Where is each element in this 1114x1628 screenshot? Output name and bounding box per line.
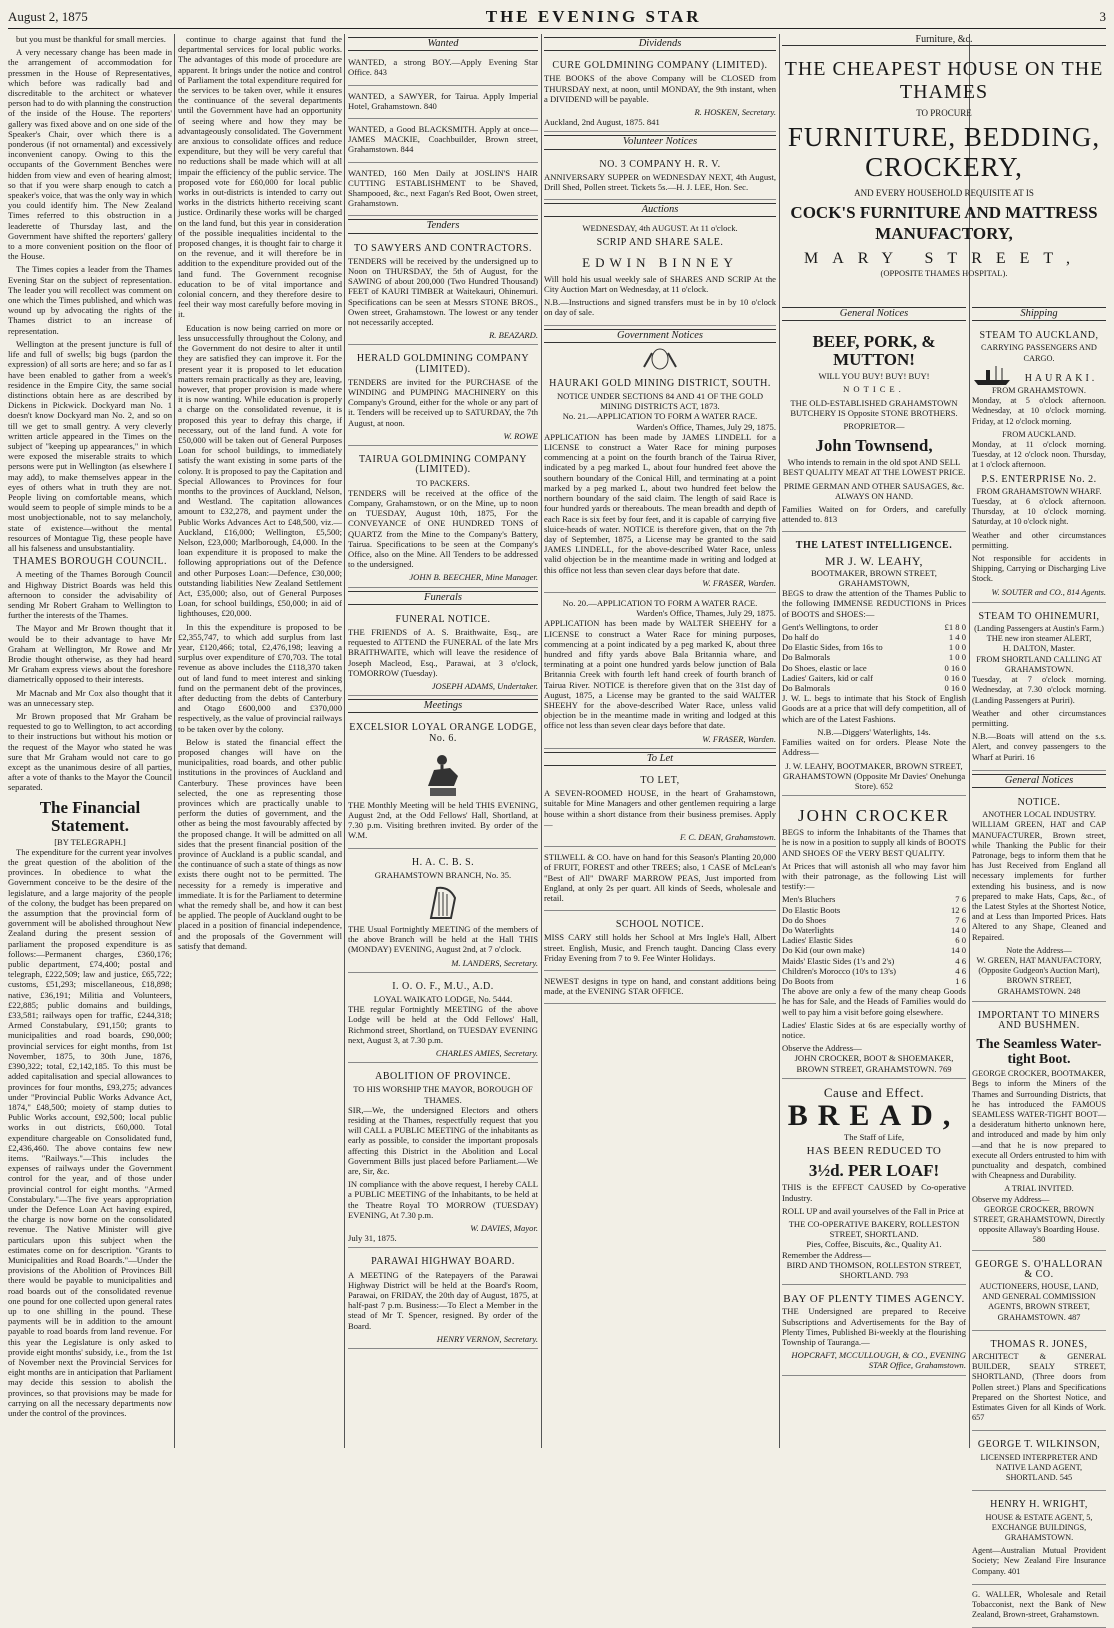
ad-heading: TO LET,	[640, 774, 680, 786]
ad-subheading: NOTICE.	[843, 384, 905, 395]
ad-heading: ABOLITION OF PROVINCE.	[375, 1071, 511, 1083]
ship-name: HAURAKI.	[1024, 372, 1098, 384]
ad-headline: HENRY H. WRIGHT,	[990, 1499, 1088, 1511]
ad-headline: BEEF, PORK, & MUTTON!	[812, 332, 936, 370]
ad-text: Weather and other circumstances permitting.	[972, 708, 1106, 728]
ad-headline: BREAD,	[787, 1098, 961, 1132]
classified-ad	[348, 89, 538, 119]
section-header-furniture: Furniture, &c.	[782, 34, 1106, 46]
furniture-advertisement	[782, 34, 1106, 300]
price-item: Do Waterlights	[782, 924, 834, 935]
price-item: Do Boots from	[782, 975, 834, 986]
ad-headline: BAY OF PLENTY TIMES AGENCY.	[783, 1293, 965, 1306]
route-heading: FROM AUCKLAND.	[1002, 429, 1076, 439]
printing-ad	[544, 974, 776, 1004]
ad-headline: GEORGE S. O'HALLORAN & CO.	[975, 1258, 1103, 1280]
classified-ad	[348, 55, 538, 85]
ad-signature: R. HOSKEN, Secretary.	[694, 107, 776, 118]
price-row	[782, 683, 966, 693]
bakery-ad	[782, 1082, 966, 1285]
boot-ad	[972, 1005, 1106, 1251]
column-5	[782, 304, 966, 1448]
ad-text: Note the Address—	[1006, 945, 1072, 955]
steamer-ad	[972, 325, 1106, 603]
ad-headline: JOHN CROCKER	[798, 806, 950, 826]
ad-text: WANTED, a Good BLACKSMITH. Apply at once—JAMES MACKIE, Coachbuilder, Brown street, Grahamstown. 844	[348, 124, 538, 155]
ad-text: Monday, at 11 o'clock morning. Tuesday, at 12 o'clock noon. Thursday, at 1 o'clock afternoon.	[972, 440, 1106, 470]
section-header-auctions: Auctions	[544, 203, 776, 217]
price-value: 6 0	[955, 935, 966, 946]
paragraph: A very necessary change has been made in the arrangement of accommodation for pressmen in the House of Representatives, which before was radically bad and discreditable to the architect or whatever person had to do with planning the construction of the inside of the House. The reporters' gallery was fixed above and on one side of the Speaker's Chair, over which there is a ponderous (if not ornamental) and excessively inconvenient canopy. Owing to this the occupants of the Government Benches were hidden from view and even of hearing almost; so that if you were sharp enough to catch a speaker's voice, that was the only way in which you could identify him. The New Zealand Times referred to this obstruction in a leaderette of Thursday last, and the Government have shifted the reporters' gallery to a more convenient position on the floor of the House.	[8, 47, 172, 262]
ad-subheading: WILL YOU BUY! BUY! BUY!	[818, 371, 930, 382]
ad-text: The Staff of Life,	[844, 1131, 904, 1142]
ad-text: A SEVEN-ROOMED HOUSE, in the heart of Grahamstown, suitable for Mine Managers and other gentlemen requiring a large house within a short distance from their business premises. Apply—	[544, 788, 776, 829]
price-row	[782, 894, 966, 904]
ad-subheading: GRAHAMSTOWN BRANCH, No. 35.	[374, 869, 512, 880]
dividend-notice	[544, 55, 776, 132]
price-list	[782, 894, 966, 986]
section-header-government: Government Notices	[544, 329, 776, 343]
price-value: 7 6	[955, 894, 966, 905]
auctioneer-ad	[972, 1254, 1106, 1331]
price-value: 1 4 0	[948, 632, 966, 643]
column-rule	[344, 34, 345, 1448]
meeting-notice	[348, 976, 538, 1063]
ad-heading: FUNERAL NOTICE.	[395, 613, 491, 625]
price-item: Do Balmorals	[782, 652, 830, 663]
column-6	[972, 304, 1106, 1620]
agency-ad	[782, 1288, 966, 1375]
ad-text: HAS BEEN REDUCED TO	[806, 1145, 942, 1158]
ad-signature: W. DAVIES, Mayor.	[470, 1223, 538, 1234]
price-value: 14 0	[950, 924, 966, 935]
price-value: 0 16 0	[944, 662, 966, 673]
ad-text: BEGS to inform the Inhabitants of the Thames that he is now in a position to supply all kinds of BOOTS AND SHOES OF the VERY BEST QUALITY.	[782, 827, 966, 858]
route-heading: FROM GRAHAMSTOWN.	[992, 386, 1086, 396]
ad-text: J. W. L. begs to intimate that his Stock of English Goods are at a price that will defy competition, all of which are of the Latest Fashions.	[782, 693, 966, 724]
ad-subheading: (Landing Passengers at Austin's Farm.)	[974, 624, 1104, 634]
price-row	[782, 966, 966, 976]
nursery-ad	[544, 850, 776, 911]
ship-master: H. DALTON, Master.	[1002, 644, 1076, 654]
ship-name: THE new iron steamer ALERT,	[986, 634, 1092, 644]
ad-text: WILLIAM GREEN, HAT and CAP MANUFACTURER, Brown street, while Thanking the Public for their Patronage, begs to inform them that he has Just Received from England all necessary implements for further extending his business, and is now prepared to make Hats, Caps, &c., of the Latest Styles at the Shortest Notice, and at Less than Imported Prices. Hats Altered to any Shape, Cleaned and Repaired.	[972, 820, 1106, 942]
section-header-to-let: To Let	[544, 752, 776, 766]
ad-signature: CHARLES AMIES, Secretary.	[435, 1048, 538, 1059]
ad-headline: GEORGE T. WILKINSON,	[977, 1439, 1101, 1451]
ad-text: (OPPOSITE THAMES HOSPITAL).	[880, 268, 1008, 278]
ad-text: AND EVERY HOUSEHOLD REQUISITE AT IS	[854, 188, 1034, 198]
ad-text: WANTED, a SAWYER, for Tairua. Apply Imperial Hotel, Grahamstown. 840	[348, 90, 538, 111]
byline: [BY TELEGRAPH.]	[54, 836, 126, 847]
price-row	[782, 976, 966, 986]
price-callout: 3½d. PER LOAF!	[808, 1161, 940, 1181]
ad-signature: GEORGE CROCKER, BROWN STREET, GRAHAMSTOWN, Directly opposite Allaway's Boarding House. 580	[973, 1204, 1105, 1245]
ad-signature: J. W. LEAHY, BOOTMAKER, BROWN STREET, GRAHAMSTOWN (Opposite Mr Davies' Onehunga Store). 652	[782, 760, 966, 791]
ad-text: THE OLD-ESTABLISHED GRAHAMSTOWN BUTCHERY IS Opposite STONE BROTHERS.	[790, 397, 958, 418]
tender-notice	[348, 238, 538, 346]
ad-text: APPLICATION has been made by WALTER SHEEHY for a LICENSE to construct a Water Race for mining purposes, commencing at a point indicated by a peg marked K, about three hundred and fifty yards above Bala Britannia whare, and terminating at a point one hundred yards below junction of Bala Britannia Creek with fourth left hand creek of fourth branch of Tairua River. NOTICE is therefore given that on the 31st day of August, 1875, a License may be granted to the said WALTER SHEEHY for the above-described Water Race, unless valid objection be in the meantime made in writing and lodged at this office not less than seven clear days before that date.	[544, 618, 776, 731]
ad-text: TENDERS are invited for the PURCHASE of the WINDING and PUMPING MACHINERY on this Company's Ground, either for the whole or any part of it. Tenders will be received up to SATURDAY, the 7th August, at noon.	[348, 376, 538, 428]
ad-signature: W. FRASER, Warden.	[702, 733, 776, 744]
ad-signature: JOHN CROCKER, BOOT & SHOEMAKER, BROWN STREET, GRAHAMSTOWN. 769	[794, 1053, 954, 1074]
ad-text: Pies, Coffee, Biscuits, &c., Quality A1.	[806, 1239, 942, 1250]
ad-text: Observe my Address—	[972, 1194, 1050, 1204]
price-item: Do Kid (our own make)	[782, 945, 865, 956]
price-value: 7 6	[955, 914, 966, 925]
price-item: Do Balmorals	[782, 683, 830, 694]
section-header-tenders: Tenders	[348, 219, 538, 233]
ad-text: Remember the Address—	[782, 1249, 871, 1260]
column-3	[348, 34, 538, 1448]
ad-date: Warden's Office, Thames, July 29, 1875.	[636, 608, 776, 619]
price-item: Do Elastic Sides, from 16s to	[782, 642, 883, 653]
ad-text: G. WALLER, Wholesale and Retail Tobacconist, next the Bank of New Zealand, Brown-street, Grahamstown.	[972, 1589, 1106, 1620]
ad-text: Tuesday, at 7 o'clock morning. Wednesday, at 7.30 o'clock morning. (Landing Passengers at Puriri).	[972, 675, 1106, 705]
price-row	[782, 673, 966, 683]
tobacconist-ad	[972, 1588, 1106, 1628]
price-value: 12 6	[950, 904, 966, 915]
ad-signature: F. C. DEAN, Grahamstown.	[679, 831, 776, 842]
ad-text: TO PROCURE	[916, 108, 972, 118]
section-header-general: General Notices	[782, 307, 966, 321]
ad-heading: CURE GOLDMINING COMPANY (LIMITED).	[552, 60, 768, 72]
column-rule	[541, 34, 542, 1448]
ad-text: HOUSE & ESTATE AGENT, 5, EXCHANGE BUILDINGS, GRAHAMSTOWN.	[985, 1512, 1093, 1542]
royal-arms-icon	[640, 347, 680, 371]
price-value: 0 16 0	[944, 683, 966, 694]
route-heading: FROM SHORTLAND CALLING AT GRAHAMSTOWN.	[976, 654, 1102, 674]
ad-text: STILWELL & CO. have on hand for this Season's Planting 20,000 of FRUIT, FOREST and other TREES; also, 1 CASE of McLean's "Best of All" DWARF MARROW PEAS, Just imported from England, at only 2s per quart. All kinds of Seeds, wholesale and retail.	[544, 852, 776, 903]
price-value: £1 8 0	[944, 621, 966, 632]
business-name: MR J. W. LEAHY,	[825, 553, 923, 568]
business-name: GEORGE CROCKER, BOOTMAKER,	[972, 1069, 1106, 1079]
meeting-notice	[348, 852, 538, 973]
ad-text: APPLICATION has been made by JAMES LINDELL for a LICENSE to construct a Water Race for mining purposes commencing at a point on the fourth branch of the Tairua River, indicated by a peg marked L, about four hundred feet above the southern boundary of the Conical Hill, and terminating at a point marked by a peg marked L, about two hundred feet below the northern boundary of the said claim. The length of said Race is four hundred yards or thereabouts. The mean breadth and depth of each Race is six feet by four feet, and it is capable of carrying five sluice-heads of water. NOTICE is therefore given, that on the 7th day of September, 1875, a License may be granted to the said JAMES LINDELL, for the above-described Water Race, unless valid objection be in the meantime made in writing and lodged at this office not less than seven clear days before that date.	[544, 431, 776, 575]
ad-text: SIR,—We, the undersigned Electors and others residing at the Thames, respectfully request that you will CALL a PUBLIC MEETING of the inhabitants as early as possible, to consider the important proposals affecting this District in the Abolition and Local Government Bills just placed before Parliament.—We are, Sir, &c.	[348, 1104, 538, 1177]
price-row	[782, 935, 966, 945]
ad-subheading: No. 21.—APPLICATION TO FORM A WATER RACE.	[562, 411, 758, 422]
school-notice	[544, 914, 776, 971]
ad-signature: M. LANDERS, Secretary.	[451, 957, 538, 968]
paragraph: Education is now being carried on more or less unsuccessfully throughout the Colony, and the Government do not desire to alter it until they are satisfied they can improve it. For the present year it is proposed to let education matters remain practically as they are, leaving, however, that proper provision is made where it is now wanting. While education is properly a charge on the consolidated revenue, it is proposed this year to defray this charge, if necessary, out of the land fund. A vote for £50,000 will be taken out of General Purposes Loan for school buildings, to immediately satisfy the want existing in some parts of the colony. It is proposed to pay the Capitation and Special Allowances to Provinces for four months to the provinces of Auckland, Nelson, and Westland. The capitation allowances amount to £32,278, and payment under the Public Works Advances Act to £48,500, viz.—Auckland, £16,000; Wellington, £5,500; Nelson, £23,000; Marlborough, £4,000. In the loan expenditure it is proposed to make the following appropriations out of the Defence and other Purposes Loan:—Defence, £30,000; outstanding liabilities New Zealand Settlement Act, £35,000; also, out of General Purposes Loan, for school buildings, £50,000; in aid of lighthouses, £20,000.	[178, 322, 342, 619]
estate-agent-ad	[972, 1494, 1106, 1584]
steamship-icon	[972, 364, 1012, 386]
price-value: 4 6	[955, 955, 966, 966]
ad-text: Agent—Australian Mutual Provident Society; New Zealand Fire Insurance Company. 401	[972, 1546, 1106, 1576]
proprietor-name: John Townsend,	[815, 436, 933, 456]
price-row	[782, 905, 966, 915]
ad-subheading: ANOTHER LOCAL INDUSTRY.	[982, 810, 1096, 820]
ad-date: Warden's Office, Thames, July 29, 1875.	[636, 421, 776, 432]
price-row	[782, 945, 966, 955]
ad-text: ROLL UP and avail yourselves of the Fall in Price at	[782, 1205, 964, 1216]
ad-text: ANNIVERSARY SUPPER on WEDNESDAY NEXT, 4th August, Drill Shed, Pollen street. Tickets 5s.—H. J. LEE, Hon. Sec.	[544, 171, 776, 193]
ad-text: WANTED, 160 Men Daily at JOSLIN'S HAIR CUTTING ESTABLISHMENT to be Shaved, Shampooed, &c., next Fagan's Red Boot, Owen street, Grahamstown.	[348, 167, 538, 209]
ad-text: The above are only a few of the many cheap Goods he has for Sale, and the Heads of Families would do well to pay him a visit before going elsewhere.	[782, 986, 966, 1017]
ad-text: Begs to inform the Miners of the Thames and Surrounding Districts, that he has introduced the FAMOUS SEAMLESS WATER-TIGHT BOOT—a desideratum hitherto unknown here, and introduced and made by him only—and that he is now prepared to execute all Orders entrusted to him with punctuality and despatch, combined with Cheapness and Durability.	[972, 1079, 1106, 1181]
price-item: Do Shoes, elastic or lace	[782, 662, 867, 673]
ad-text: NEWEST designs in type on hand, and constant additions being made, at the EVENING STAR OFFICE.	[544, 976, 776, 997]
ad-text: THE Undersigned are prepared to Receive Subscriptions and Advertisements for the Bay of Plenty Times, Published Bi-weekly at the flourishing Township of Tauranga.—	[782, 1306, 966, 1348]
ad-heading: TO SAWYERS AND CONTRACTORS.	[354, 242, 532, 254]
price-value: 1 6	[955, 975, 966, 986]
volunteer-notice	[544, 154, 776, 201]
ad-signature: W. FRASER, Warden.	[702, 577, 776, 588]
ad-signature: HENRY VERNON, Secretary.	[436, 1333, 538, 1344]
government-notice	[544, 373, 776, 593]
paragraph: Wellington at the present juncture is full of life and full of swells; big bugs (pardon the expression) of all sorts are here; and so far as I have been enabled to gather from a week's residence in the Empire City, the same social distinctions obtain here as are described by Dickens in Pickwick. Dockyard man No. 1 doesn't know Dockyard man No. 2, and so on till we get to small gentry. A very cleverly written article appeared in the Times on the subject of "keeping up appearances," in which were exposed the miserable straits to which persons were put in Wellington (as elsewhere I may add), to make themselves appear in the eyes of others what in truth they are not. People living on comfortable means, which would seem to people of simple minds to be a most unobjectionable, not to say melancholy, state of existence—without the mental resources of Montague Tig, these people have all his falseness and unsubstantiality.	[8, 338, 172, 553]
price-row	[782, 642, 966, 652]
ad-text: Families Waited on for Orders, and carefully attended to. 813	[782, 504, 966, 525]
price-item: Do Elastic Boots	[782, 904, 841, 915]
price-item: Do do Shoes	[782, 914, 826, 925]
ad-text: PRIME GERMAN AND OTHER SAUSAGES, &c. ALWAYS ON HAND.	[783, 480, 965, 501]
ad-subheading: LOYAL WAIKATO LODGE, No. 5444.	[373, 994, 513, 1004]
section-heading: THAMES BOROUGH COUNCIL.	[12, 556, 167, 568]
bootmaker-ad	[782, 799, 966, 1079]
interpreter-ad	[972, 1434, 1106, 1491]
horseman-illustration	[408, 746, 478, 798]
ad-text: Families waited on for orders. Please Note the Address—	[782, 737, 966, 758]
ad-subheading: SCRIP AND SHARE SALE.	[596, 236, 724, 248]
section-header-volunteer: Volunteer Notices	[544, 135, 776, 149]
ad-text: THE FRIENDS of A. S. Braithwaite, Esq., are requested to ATTEND the FUNERAL of the late Mrs BRAITHWAITE, which will leave the residence of Joseph Macleod, Esq., Parawai, at 3 o'clock, TOMORROW (Tuesday).	[348, 626, 538, 678]
paragraph: The expenditure for the current year involves the great question of the abolition of the provinces. In obedience to what the Government conceive to be the desire of the legislature, and a large majority of the people of the colony, the budget has been prepared on the assumption that the provincial form of government will be abolished throughout New Zealand during the present session of parliament the proposed expenditure is as follows:—Permanent charges, £360,176; public department, £74,400; postal and telegraph, £222,509; law and justice, £65,722; customs, £51,293; miscellaneous, £18,898; native, £36,191; Militia and Volunteers, £22,885; public domains and buildings, £33,581; railways open for traffic, £244,318; Armed Constabulary, £91,150; grants to municipalities and road boards, £90,000; provincial services for eight months, from 1st November, 1875, to 30th June, 1876, £390,322; total, £2,142,185. To this must be added capitalisation and special allowances to provinces for four months, £93,275; advances under "Provincial Public Works Advance Act, 1874," £48,500; moiety of stamp duties to Public Works account, £92,500; local public works in out districts, £60,000. Total expenditure chargeable on Consolidated fund, £2,436,460. The above contains few new items. "Railways."—This includes the expenses of railways under the Government control for the year, and of those under provincial control for eight months. "Armed Constabulary."—The five years appropriation under the Defence Loan Act having expired, the charge is now borne on the consolidated revenue. The Native Minister will give particulars upon this subject when the estimates come on for description. "Grants to Municipalities and Road Boards."—Under the provisions of the Abolition of Provinces Bill there would be payable to municipalities and road boards out of the consolidated revenue one pound for one collected upon general rates up to one shilling in the pound. These payments will be in addition to the amount payable to road boards from land revenue. For this year the Legislature is only asked to provide eight months' subsidy, i.e., from the 1st of November next the Provincial Services for eight months are in anticipation that Parliament may decide this session to abolish the provinces, so that provisions may be made for carrying on all the necessary departments now under the control of the provinces.	[8, 846, 172, 1418]
ad-signature: W. ROWE	[503, 430, 538, 441]
ad-subheading: TO PACKERS.	[416, 477, 470, 488]
price-item: Men's Bluchers	[782, 894, 836, 905]
harp-illustration	[423, 882, 463, 922]
column-rule	[174, 34, 175, 1448]
ad-headline: THE CHEAPEST HOUSE ON THE THAMES	[784, 58, 1104, 103]
ad-headline: NOTICE.	[1017, 796, 1061, 808]
auctioneer-name: EDWIN BINNEY	[582, 254, 738, 270]
ad-address: THE CO-OPERATIVE BAKERY, ROLLESTON STREET, SHORTLAND.	[788, 1219, 960, 1240]
ad-headline: P.S. ENTERPRISE No. 2.	[981, 473, 1097, 485]
price-row	[782, 652, 966, 662]
ad-text: Not responsible for accidents in Shipping, Carrying or Discharging Live Stock.	[972, 554, 1106, 584]
funeral-notice	[348, 609, 538, 696]
meeting-notice	[348, 717, 538, 848]
price-row	[782, 956, 966, 966]
price-item: Ladies' Gaiters, kid or calf	[782, 672, 874, 683]
ad-text: Tuesday, at 6 o'clock afternoon. Thursday, at 10 o'clock morning. Saturday, at 10 o'clock night.	[972, 497, 1106, 527]
ad-text: Ladies' Elastic Sides at 6s are especially worthy of notice.	[782, 1019, 966, 1040]
tender-notice	[348, 449, 538, 587]
paragraph: Below is stated the financial effect the proposed changes will have on the municipalities, road boards, and other public institutions in the provinces of Auckland and Canterbury. These provinces have been selected, the one as representing those provinces which are practically unable to perform the duties of government, and the other as being the most favourably affected by the proposed change. It will be admitted on all sides that the present financial position of the province of Auckland is a public scandal, and the continuance of such a state of things as now exists there ought not to be permitted. The necessity for a remedy is imperative and immediate. It is for the Parliament to determine what the remedy shall be, and how it can best be applied. The people of Auckland ought to be placed in a position of financial independence, and the proposals of the Government will satisfy that demand.	[178, 736, 342, 951]
price-row	[782, 632, 966, 642]
paragraph: A meeting of the Thames Borough Council and Highway District Boards was held this afternoon to consider the advisability of sending Mr Robert Graham to Wellington to further the interests of the Thames.	[8, 569, 172, 621]
butchery-ad	[782, 325, 966, 532]
business-name: COCK'S FURNITURE AND MATTRESS MANUFACTORY,	[790, 203, 1098, 243]
price-value: 4 6	[955, 965, 966, 976]
ad-text: WANTED, a strong BOY.—Apply Evening Star Office. 843	[348, 57, 538, 78]
paragraph: but you must be thankful for small mercies.	[16, 34, 166, 44]
ad-text: THE Monthly Meeting will be held THIS EVENING, August 2nd, at the Odd Fellows' Hall, Shortland, at 7.30 p.m. Visiting brethren invited. By order of the W.M.	[348, 799, 538, 841]
section-header-shipping: Shipping	[972, 307, 1106, 321]
ad-headline: FURNITURE, BEDDING, CROCKERY,	[787, 122, 1101, 182]
price-item: Do half do	[782, 632, 819, 643]
ad-heading: EXCELSIOR LOYAL ORANGE LODGE, No. 6.	[349, 722, 537, 744]
ad-text: THE regular Fortnightly MEETING of the above Lodge will be held at the Odd Fellows' Hall, Richmond street, Shortland, on TUESDAY EVENING next, August 3, at 7.30 p.m.	[348, 1004, 538, 1045]
column-rule	[779, 34, 780, 1448]
ad-signature: W. SOUTER and CO., 814 Agents.	[991, 587, 1106, 597]
ad-heading: HERALD GOLDMINING COMPANY (LIMITED).	[356, 353, 530, 375]
ad-heading: NO. 3 COMPANY H. R. V.	[599, 158, 721, 170]
ad-date: Auckland, 2nd August, 1875. 841	[544, 117, 660, 128]
ad-text: THE Usual Fortnightly MEETING of the members of the above Branch will be held at the Hall THIS (MONDAY) EVENING, August 2nd, at 7 o'clock.	[348, 923, 538, 955]
ad-text: PROPRIETOR—	[843, 421, 905, 432]
section-header-dividends: Dividends	[544, 37, 776, 51]
government-notice	[544, 596, 776, 749]
article-headline: The Financial Statement.	[39, 797, 141, 835]
price-value: 1 0 0	[948, 652, 966, 663]
ad-subheading: CARRYING PASSENGERS AND CARGO.	[981, 343, 1097, 363]
ad-text: A TRIAL INVITED.	[1004, 1184, 1074, 1194]
ad-signature: W. GREEN, HAT MANUFACTORY, (Opposite Gudgeon's Auction Mart), BROWN STREET, GRAHAMSTOWN. 248	[976, 955, 1102, 996]
ad-text: A MEETING of the Ratepayers of the Parawai Highway District will be held at the Board's Room, Parawai, on FRIDAY, the 20th day of August, 1875, at half-past 7 p.m. Business:—To Elect a Member in the stead of Mr T. Spencer, resigned. By order of the Board.	[348, 1269, 538, 1331]
price-item: Maids' Elastic Sides (1's and 2's)	[782, 955, 895, 966]
ad-headline: STEAM TO OHINEMURI,	[978, 610, 1100, 622]
issue-date: August 2, 1875	[8, 9, 88, 24]
ad-headline: The Seamless Water-tight Boot.	[976, 1037, 1102, 1068]
paragraph: continue to charge against that fund the departmental services for local public works. The advantages of this mode of procedure are apparent. It brings under the notice and control of Parliament the total expenditure required for the services to be taken over, while it ensures the continuance of the several departments until the Government have had an opportunity of seeing where and how they may be advantageously consolidated. The Government are anxious to consolidate offices and reduce expenditure, but they will be very careful that no reductions shall be made which will at all impair the efficiency of the public service. The proposed vote for £60,000 for local public works in out-districts is intended to carry out works in the districts hitherto receiving scant justice. Ordinarily these works will be charged on the land fund, but this year in consideration of the possible inequalities incidental to the proposed changes, it is thought fair to charge it on the revenue, and it will therefore be in addition to the expenditure provided out of the land fund. The Government recognise education to be of vital importance and colonial concern, and they therefore desire to feel their way most carefully before moving in it.	[178, 34, 342, 320]
ad-signature: R. BEAZARD.	[489, 330, 538, 341]
classified-ad	[348, 166, 538, 217]
newspaper-title: THE EVENING STAR	[485, 7, 702, 26]
paragraph: Mr Brown proposed that Mr Graham be requested to go to Wellington, to act according to their instructions but without his motion or the request of the Mayor who stated he was sure that Mr Graham would not care to go except as the unanimous desire of all parties, after a vote of thanks to the Mayor the Council separated.	[8, 711, 172, 793]
page-number: 3	[1099, 9, 1106, 24]
to-let-notice	[544, 770, 776, 847]
ad-heading: SCHOOL NOTICE.	[615, 919, 705, 931]
ad-text: Who intends to remain in the old spot AND SELL BEST QUALITY MEAT AT THE LOWEST PRICE.	[782, 457, 966, 478]
price-item: Children's Morocco (10's to 13's)	[782, 965, 896, 976]
ad-headline: THE LATEST INTELLIGENCE.	[795, 540, 953, 552]
price-item: Ladies' Elastic Sides	[782, 935, 853, 946]
ad-date: July 31, 1875.	[348, 1233, 397, 1244]
section-header-general: General Notices	[972, 774, 1106, 788]
ad-signature: JOHN B. BEECHER, Mine Manager.	[409, 572, 538, 583]
price-row	[782, 663, 966, 673]
price-value: 0 16 0	[944, 672, 966, 683]
ad-subheading: No. 20.—APPLICATION TO FORM A WATER RACE.	[562, 597, 758, 608]
ad-text: AUCTIONEERS, HOUSE, LAND, AND GENERAL COMMISSION AGENTS, BROWN STREET, GRAHAMSTOWN. 487	[979, 1282, 1099, 1322]
public-meeting-notice	[348, 1066, 538, 1248]
ad-heading: H. A. C. B. S.	[411, 856, 475, 868]
ad-text: ARCHITECT & GENERAL BUILDER, SEALY STREET, SHORTLAND, (Three doors from Pollen street.) Plans and Specifications Prepared on the Shortest Notice, and Estimates Given for all Kinds of Work. 657	[972, 1352, 1106, 1423]
ad-text: MISS CARY still holds her School at Mrs Ingle's Hall, Albert street. English, Music, and French taught. Dancing Class every Friday Evening from 7 to 9. Fee Winter Holidays.	[544, 932, 776, 963]
ad-address: MARY STREET,	[803, 250, 1084, 267]
ad-text: THIS is the EFFECT CAUSED by Co-operative Industry.	[782, 1182, 966, 1203]
classified-ad	[348, 122, 538, 163]
tender-notice	[348, 348, 538, 446]
column-2	[178, 34, 342, 1448]
ad-date: WEDNESDAY, 4th AUGUST. At 11 o'clock.	[582, 223, 738, 234]
ad-text: TENDERS will be received by the undersigned up to Noon on THURSDAY, the 5th of August, for the SAWING of about 200,000 (Two Hundred Thousand) FEET of KAURI TIMBER at Waitekauri, Ohinemuri. Specifications can be seen at Messrs STONE BROS., Owen street, Grahamstown. The lowest or any tender not necessarily accepted.	[348, 255, 538, 328]
price-value: 14 0	[950, 945, 966, 956]
paragraph: The Mayor and Mr Brown thought that it would be to their advantage to have Mr Graham at Wellington, Mr Rowe and Mr Brodie thought otherwise, as they had heard Mr Graham express views about the foreshore diametrically opposed to their interests.	[8, 623, 172, 685]
ad-text: BEGS to draw the attention of the Thames Public to the following IMMENSE REDUCTIONS in Prices of BOOTS and SHOES:—	[782, 588, 966, 619]
ad-headline: STEAM TO AUCKLAND,	[979, 330, 1099, 342]
section-header-funerals: Funerals	[348, 591, 538, 605]
price-row	[782, 622, 966, 632]
ad-text: TENDERS will be received at the office of the Company, Grahamstown, or on the Mine, up to noon on TUESDAY, August 10th, 1875, For the CONVEYANCE of ONE HUNDRED TONS of QUARTZ from the Mine to the Company's Battery, Tairua. Specifications to be seen at the Company's Office, also on the Mine. All Tenders to be addressed to the undersigned.	[348, 487, 538, 570]
ad-heading: HAURAKI GOLD MINING DISTRICT, SOUTH.	[549, 377, 771, 389]
ad-signature: JOSEPH ADAMS, Undertaker.	[431, 680, 538, 691]
ad-headline: IMPORTANT TO MINERS AND BUSHMEN.	[977, 1009, 1100, 1031]
steamer-ad	[972, 606, 1106, 771]
auction-notice	[544, 221, 776, 325]
ad-text: At Prices that will astonish all who may favor him with their patronage, as the following List will testify:—	[782, 860, 966, 892]
ad-headline: Cause and Effect.	[823, 1084, 925, 1100]
ad-subheading: NOTICE UNDER SECTIONS 84 AND 41 OF THE GOLD MINING DISTRICTS ACT, 1873.	[556, 391, 764, 412]
highway-board-notice	[348, 1251, 538, 1349]
price-row	[782, 925, 966, 935]
ad-text: N.B.—Diggers' Waterlights, 14s.	[817, 726, 931, 737]
masthead	[8, 6, 1106, 29]
ad-text: Monday, at 5 o'clock afternoon. Wednesday, at 10 o'clock morning. Friday, at 12 o'clock morning.	[972, 396, 1106, 426]
ad-heading: TAIRUA GOLDMINING COMPANY (LIMITED).	[358, 454, 527, 476]
column-4	[544, 34, 776, 1448]
ad-signature: BIRD AND THOMSON, ROLLESTON STREET, SHORTLAND. 793	[786, 1259, 962, 1281]
column-1	[8, 34, 172, 1448]
ad-headline: THOMAS R. JONES,	[990, 1338, 1088, 1350]
ad-heading: I. O. O. F., M.U., A.D.	[392, 980, 494, 992]
ad-subheading: TO HIS WORSHIP THE MAYOR, BOROUGH OF THAMES.	[353, 1084, 533, 1105]
price-row	[782, 915, 966, 925]
builder-ad	[972, 1334, 1106, 1432]
ad-signature: HOPCRAFT, MCCULLOUGH, & CO., EVENING STAR Office, Grahamstown.	[791, 1350, 966, 1371]
ad-text: N.B.—Boats will attend on the s.s. Alert, and convey passengers to the Wharf at Puriri. 16	[972, 732, 1106, 762]
ad-text: Observe the Address—	[782, 1043, 862, 1054]
ad-text: Weather and other circumstances permitting.	[972, 530, 1106, 550]
ad-text: LICENSED INTERPRETER AND NATIVE LAND AGENT, SHORTLAND. 545	[980, 1452, 1098, 1483]
ad-text: Will hold his usual weekly sale of SHARES AND SCRIP At the City Auction Mart on Wednesday, at 11 o'clock.	[544, 273, 776, 295]
price-value: 1 0 0	[948, 642, 966, 653]
paragraph: Mr Macnab and Mr Cox also thought that it was an unnecessary step.	[8, 687, 172, 708]
ad-heading: PARAWAI HIGHWAY BOARD.	[371, 1256, 515, 1268]
ad-text: IN compliance with the above request, I hereby CALL a PUBLIC MEETING of the Inhabitants, to be held at the Theatre Royal TO MORROW (TUESDAY) EVENING, At 7.30 p.m.	[348, 1179, 538, 1220]
section-header-wanted: Wanted	[348, 37, 538, 51]
price-list	[782, 622, 966, 693]
paragraph: In this the expenditure is proposed to be £2,355,747, to which add surplus from last year, £120,466; total, £2,476,198; leaving a surplus over expenditure of £70,703. The total revenue as above includes the £118,370 taken out of land fund to meet interest and sinking fund on the permanent debt of the provinces, after deducting from the debts of Canterbury and Otago £600,000 and £370,000 respectively, as the value of provincial railways to be taken over by the colony.	[178, 621, 342, 734]
ad-text: THE BOOKS of the above Company will be CLOSED from THURSDAY next, at noon, until MONDAY, the 9th instant, when a DIVIDEND will be payable.	[544, 73, 776, 104]
section-header-meetings: Meetings	[348, 699, 538, 713]
price-item: Gent's Wellingtons, to order	[782, 621, 879, 632]
bootmaker-ad	[782, 535, 966, 796]
paragraph: The Times copies a leader from the Thames Evening Star on the subject of representation. The leader you will recollect was comment on one which the Times published, and which was wound up by advocating the rights of the Thames district to an increase of representation.	[8, 264, 172, 336]
route-heading: FROM GRAHAMSTOWN WHARF.	[976, 486, 1102, 496]
ad-subheading: BOOTMAKER, BROWN STREET, GRAHAMSTOWN,	[811, 567, 937, 589]
ad-text: N.B.—Instructions and signed transfers must be in by 10 o'clock on day of sale.	[544, 297, 776, 318]
hatter-ad	[972, 792, 1106, 1002]
